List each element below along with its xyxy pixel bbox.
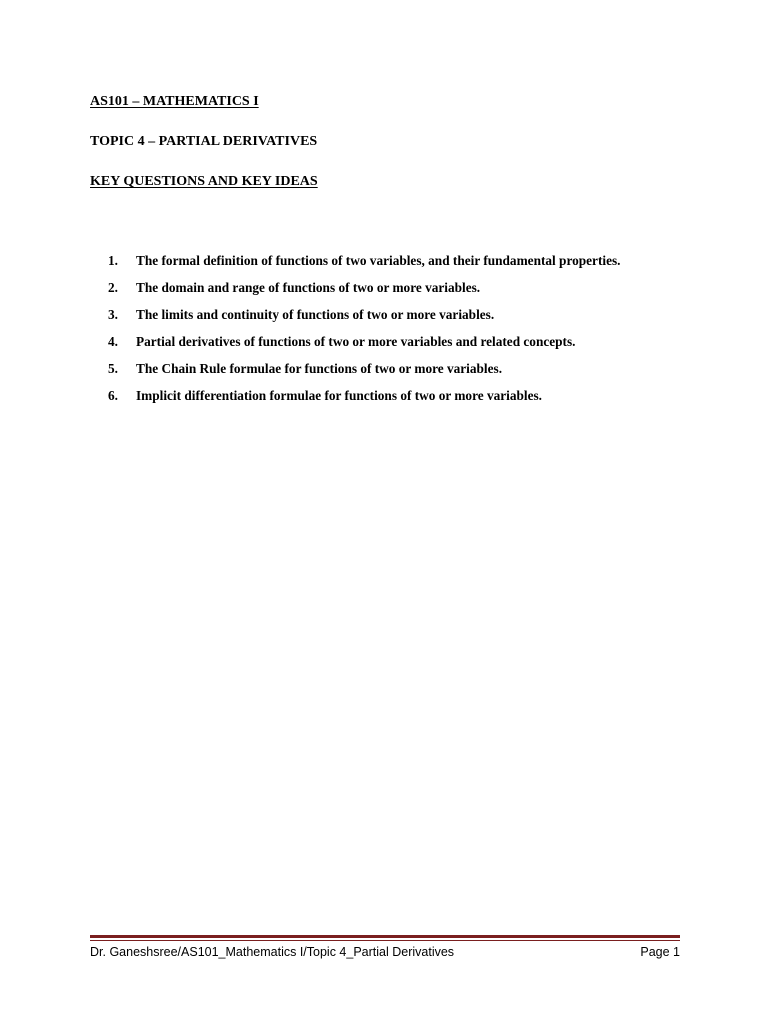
list-item-text: The Chain Rule formulae for functions of two or more variables. — [136, 361, 503, 376]
list-item-text: The limits and continuity of functions of two or more variables. — [136, 307, 495, 322]
list-item-text: Partial derivatives of functions of two or more variables and related concepts. — [136, 334, 576, 349]
list-item-number: 4. — [108, 334, 118, 349]
key-ideas-list — [108, 253, 620, 415]
list-item-number: 2. — [108, 280, 118, 295]
page-footer — [90, 945, 680, 959]
footer-divider-thin — [90, 940, 680, 941]
list-item — [108, 307, 620, 334]
course-heading: AS101 – MATHEMATICS I — [90, 94, 259, 109]
list-item-number: 1. — [108, 253, 118, 268]
list-item-text: The domain and range of functions of two or more variables. — [136, 280, 481, 295]
list-item — [108, 361, 620, 388]
list-item-number: 3. — [108, 307, 118, 322]
list-item-text: Implicit differentiation formulae for functions of two or more variables. — [136, 388, 542, 403]
list-item-number: 6. — [108, 388, 118, 403]
section-heading: KEY QUESTIONS AND KEY IDEAS — [90, 174, 318, 189]
list-item-text: The formal definition of functions of two variables, and their fundamental properties. — [136, 253, 621, 268]
footer-document-info: Dr. Ganeshsree/AS101_Mathematics I/Topic 4_Partial Derivatives — [90, 945, 455, 959]
footer-divider — [90, 935, 680, 941]
footer-page-number: Page 1 — [640, 945, 680, 959]
list-item-number: 5. — [108, 361, 118, 376]
topic-heading: TOPIC 4 – PARTIAL DERIVATIVES — [90, 134, 318, 149]
list-item — [108, 388, 620, 415]
list-item — [108, 280, 620, 307]
footer-divider-thick — [90, 935, 680, 938]
list-item — [108, 334, 620, 361]
list-item — [108, 253, 620, 280]
